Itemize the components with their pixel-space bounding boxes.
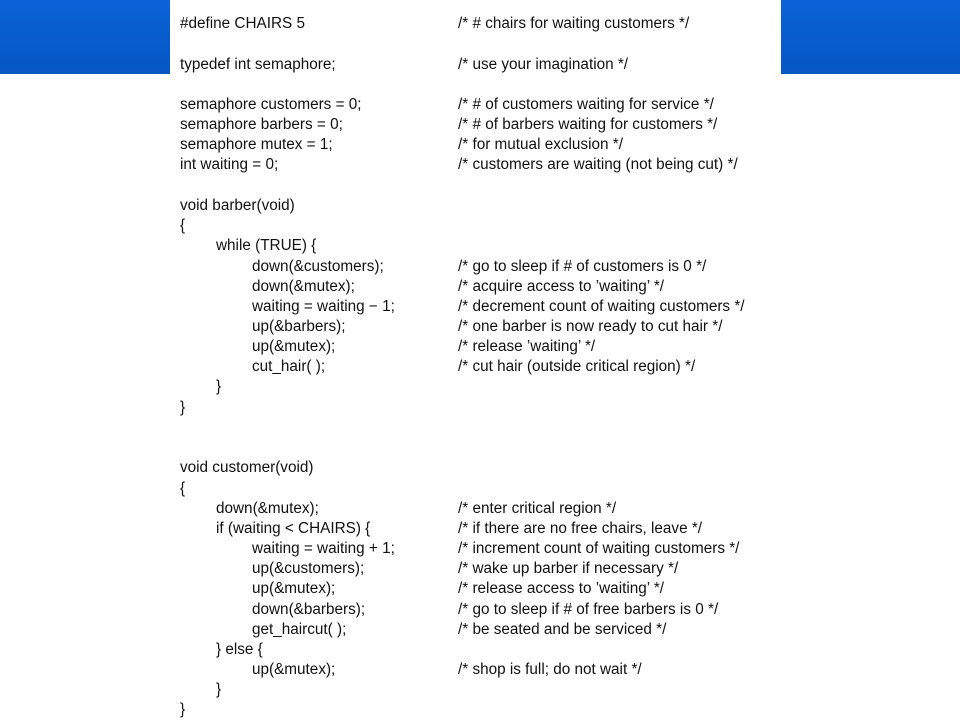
header-band-right bbox=[781, 0, 960, 74]
code-line: } bbox=[216, 378, 222, 395]
code-line: } bbox=[180, 701, 186, 718]
code-line: waiting = waiting + 1; bbox=[252, 540, 395, 557]
code-line: down(&barbers); bbox=[252, 601, 366, 618]
code-line: up(&mutex); bbox=[252, 661, 336, 678]
code-line: { bbox=[180, 480, 186, 497]
code-line: up(&mutex); bbox=[252, 338, 336, 355]
code-comment: /* release access to ’waiting’ */ bbox=[458, 580, 665, 597]
code-line: #define CHAIRS 5 bbox=[180, 15, 305, 32]
code-comment: /* use your imagination */ bbox=[458, 56, 629, 73]
code-comment: /* wake up barber if necessary */ bbox=[458, 560, 679, 577]
code-line: int waiting = 0; bbox=[180, 156, 279, 173]
code-line: semaphore barbers = 0; bbox=[180, 116, 343, 133]
code-line: } bbox=[180, 399, 186, 416]
code-line: up(&mutex); bbox=[252, 580, 336, 597]
code-line: typedef int semaphore; bbox=[180, 56, 336, 73]
header-band-left bbox=[0, 0, 178, 74]
code-comment: /* increment count of waiting customers */ bbox=[458, 540, 740, 557]
code-line: semaphore customers = 0; bbox=[180, 96, 362, 113]
code-line: down(&mutex); bbox=[252, 278, 355, 295]
code-line: void barber(void) bbox=[180, 197, 295, 214]
code-line: void customer(void) bbox=[180, 459, 314, 476]
code-comment: /* # of barbers waiting for customers */ bbox=[458, 116, 718, 133]
code-comment: /* # of customers waiting for service */ bbox=[458, 96, 714, 113]
code-comment: /* customers are waiting (not being cut) */ bbox=[458, 156, 738, 173]
code-comment: /* decrement count of waiting customers */ bbox=[458, 298, 745, 315]
code-comment: /* go to sleep if # of free barbers is 0 */ bbox=[458, 601, 719, 618]
code-line: down(&mutex); bbox=[216, 500, 319, 517]
code-line: while (TRUE) { bbox=[216, 237, 317, 254]
code-line: { bbox=[180, 217, 186, 234]
code-line: up(&customers); bbox=[252, 560, 365, 577]
code-comment: /* cut hair (outside critical region) */ bbox=[458, 358, 696, 375]
code-line: up(&barbers); bbox=[252, 318, 346, 335]
code-comment: /* for mutual exclusion */ bbox=[458, 136, 623, 153]
code-comment: /* go to sleep if # of customers is 0 */ bbox=[458, 258, 707, 275]
code-line: if (waiting < CHAIRS) { bbox=[216, 520, 371, 537]
code-line: cut_hair( ); bbox=[252, 358, 326, 375]
code-line: } else { bbox=[216, 641, 263, 658]
code-comment: /* if there are no free chairs, leave */ bbox=[458, 520, 703, 537]
code-comment: /* release ’waiting’ */ bbox=[458, 338, 596, 355]
code-listing bbox=[170, 0, 781, 720]
code-comment: /* shop is full; do not wait */ bbox=[458, 661, 642, 678]
code-line: get_haircut( ); bbox=[252, 621, 347, 638]
code-line: semaphore mutex = 1; bbox=[180, 136, 333, 153]
code-line: down(&customers); bbox=[252, 258, 384, 275]
code-comment: /* enter critical region */ bbox=[458, 500, 617, 517]
code-comment: /* acquire access to ’waiting’ */ bbox=[458, 278, 665, 295]
code-line: } bbox=[216, 681, 222, 698]
code-comment: /* # chairs for waiting customers */ bbox=[458, 15, 690, 32]
code-comment: /* one barber is now ready to cut hair */ bbox=[458, 318, 723, 335]
code-line: waiting = waiting − 1; bbox=[252, 298, 395, 315]
code-comment: /* be seated and be serviced */ bbox=[458, 621, 667, 638]
